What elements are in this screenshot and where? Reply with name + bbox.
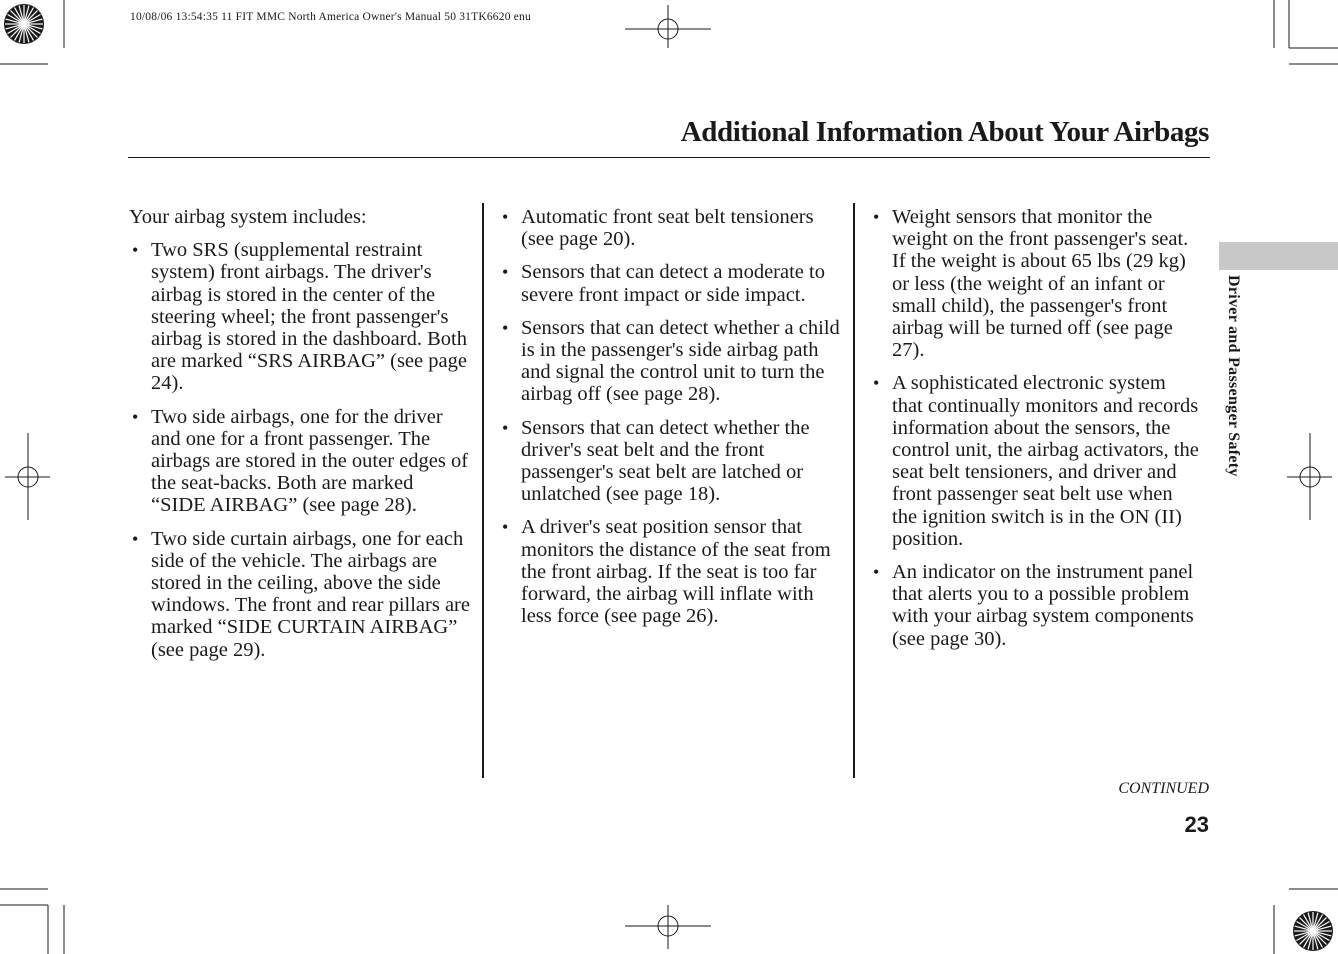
list-item: • Weight sensors that monitor the weight on the front passenger's seat. If the weight is about 65 lbs (29 kg) or less (the weight of an infant or small child), the passenger's front airbag will be turned off (see page 27). <box>870 206 1200 361</box>
feature-list <box>870 206 1200 650</box>
print-info: 10/08/06 13:54:35 11 FIT MMC North America Owner's Manual 50 31TK6620 enu <box>130 11 531 23</box>
column-divider <box>482 203 484 778</box>
list-item: • A driver's seat position sensor that monitors the distance of the seat from the front airbag. If the seat is too far forward, the airbag will inflate with less force (see page 26). <box>499 516 843 627</box>
feature-list <box>499 206 843 627</box>
crosshair-right <box>1287 433 1332 520</box>
column-3 <box>870 206 1200 661</box>
intro-text: Your airbag system includes: <box>129 206 367 228</box>
list-item: • Automatic front seat belt tensioners (see page 20). <box>499 206 843 250</box>
list-item: • A sophisticated electronic system that continually monitors and records information about the sensors, the control unit, the airbag activators, the seat belt tensioners, and driver and front passenger seat belt use when the ignition switch is in the ON (II) position. <box>870 372 1200 550</box>
list-item: • Two side airbags, one for the driver and one for a front passenger. The airbags are stored in the outer edges of the seat-backs. Both are marked “SIDE AIRBAG” (see page 28). <box>129 406 471 517</box>
list-item: • Sensors that can detect a moderate to severe front impact or side impact. <box>499 261 843 305</box>
section-tab-label: Driver and Passenger Safety <box>1225 275 1242 477</box>
sunburst-mark-top-left <box>4 4 44 44</box>
page-title: Additional Information About Your Airbags <box>680 116 1209 148</box>
crosshair-top <box>625 5 711 48</box>
column-1 <box>129 206 471 672</box>
list-item: • An indicator on the instrument panel that alerts you to a possible problem with your airbag system components (see page 30). <box>870 561 1200 650</box>
crosshair-left <box>5 433 50 520</box>
crosshair-bottom <box>625 905 711 949</box>
column-divider <box>853 203 855 778</box>
list-item: • Sensors that can detect whether the driver's seat belt and the front passenger's seat belt are latched or unlatched (see page 18). <box>499 417 843 506</box>
sunburst-mark-bottom-right <box>1293 911 1333 951</box>
column-2 <box>499 206 843 638</box>
list-item: • Two SRS (supplemental restraint system) front airbags. The driver's airbag is stored in the center of the steering wheel; the front passenger's airbag is stored in the dashboard. Both are marked “SRS AIRBAG” (see page 24). <box>129 239 471 394</box>
list-item: • Two side curtain airbags, one for each side of the vehicle. The airbags are stored in the ceiling, above the side windows. The front and rear pillars are marked “SIDE CURTAIN AIRBAG” (see page 29). <box>129 528 471 661</box>
continued-label: CONTINUED <box>1118 780 1209 797</box>
page-number: 23 <box>1184 812 1209 837</box>
list-item: • Sensors that can detect whether a child is in the passenger's side airbag path and signal the control unit to turn the airbag off (see page 28). <box>499 317 843 406</box>
feature-list <box>129 239 471 661</box>
title-rule <box>128 157 1210 158</box>
section-tab <box>1219 242 1338 270</box>
